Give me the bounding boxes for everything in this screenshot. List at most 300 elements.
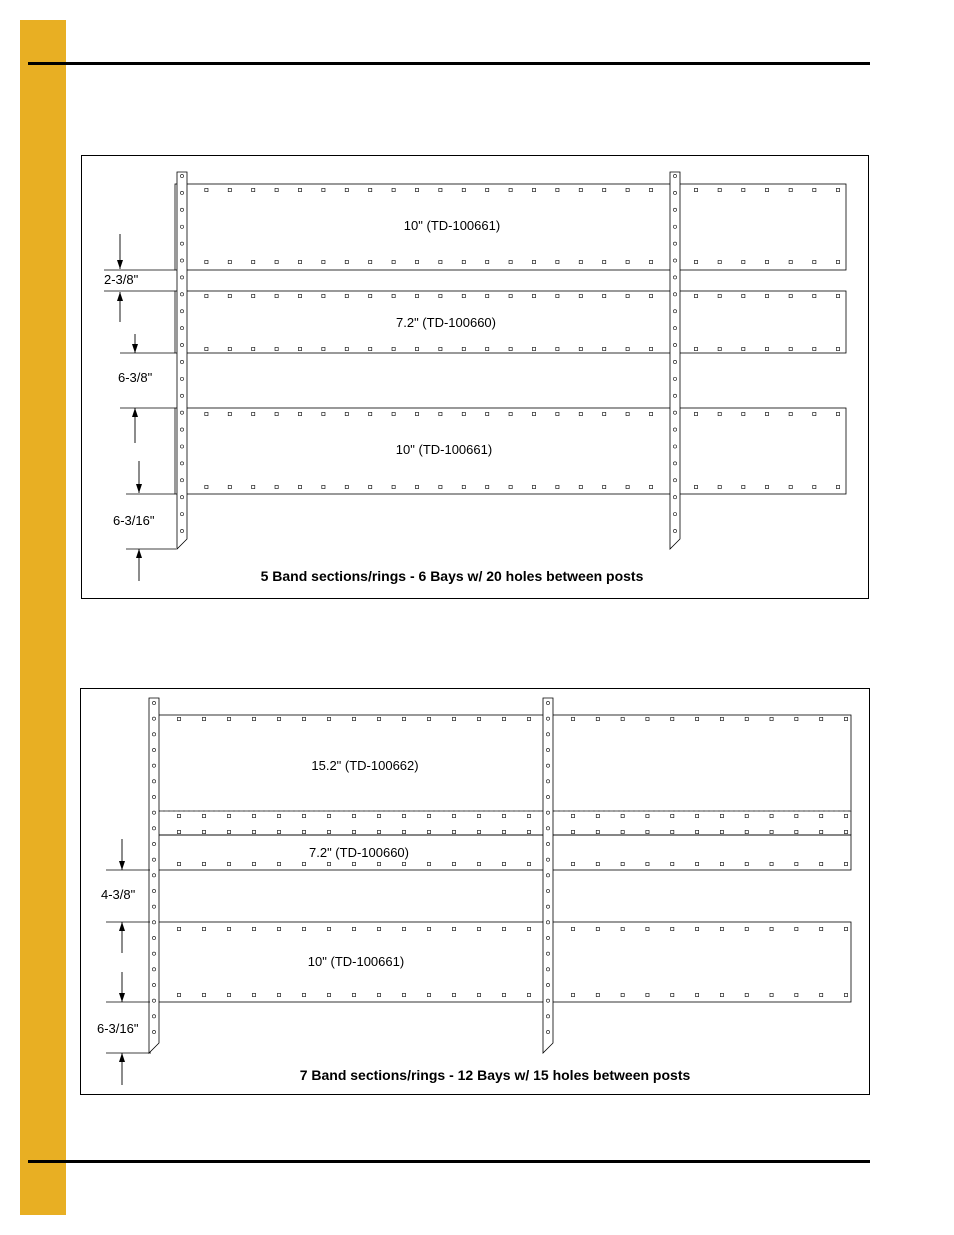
- band-hole: [649, 294, 652, 297]
- band-hole: [352, 927, 355, 930]
- band-hole: [795, 993, 798, 996]
- dimension-label-1: 4-3/8": [101, 887, 136, 902]
- band-hole: [486, 260, 489, 263]
- band-hole: [298, 260, 301, 263]
- band-hole: [765, 485, 768, 488]
- band-hole: [327, 717, 330, 720]
- band-hole: [836, 412, 839, 415]
- band-hole: [789, 260, 792, 263]
- band-hole: [695, 830, 698, 833]
- band-hole: [596, 717, 599, 720]
- band-hole: [603, 260, 606, 263]
- band-hole: [322, 485, 325, 488]
- band-hole: [227, 927, 230, 930]
- band-hole: [202, 830, 205, 833]
- band-hole: [502, 814, 505, 817]
- band-hole: [646, 830, 649, 833]
- band-hole: [502, 993, 505, 996]
- band-hole: [377, 814, 380, 817]
- band-hole: [556, 260, 559, 263]
- band-hole: [596, 862, 599, 865]
- band-section: [175, 408, 846, 494]
- band-hole: [844, 814, 847, 817]
- band-hole: [770, 717, 773, 720]
- dimension-arrow-head: [132, 408, 138, 417]
- band-hole: [427, 993, 430, 996]
- band-hole: [252, 412, 255, 415]
- band-label-top: 10" (TD-100661): [403, 218, 501, 233]
- band-hole: [509, 294, 512, 297]
- band-hole: [477, 717, 480, 720]
- band-hole: [596, 814, 599, 817]
- band-hole: [646, 814, 649, 817]
- band-hole: [252, 927, 255, 930]
- band-hole: [603, 347, 606, 350]
- dimension-arrow-head: [119, 1053, 125, 1062]
- band-hole: [177, 830, 180, 833]
- dimension-arrow-head: [136, 484, 142, 493]
- band-hole: [345, 412, 348, 415]
- band-hole: [277, 862, 280, 865]
- band-hole: [820, 830, 823, 833]
- band-hole: [527, 830, 530, 833]
- band-hole: [427, 862, 430, 865]
- band-hole: [205, 485, 208, 488]
- band-hole: [621, 862, 624, 865]
- band-hole: [228, 412, 231, 415]
- band-hole: [795, 927, 798, 930]
- band-hole: [177, 814, 180, 817]
- band-hole: [820, 927, 823, 930]
- band-hole: [795, 717, 798, 720]
- band-hole: [298, 188, 301, 191]
- band-hole: [603, 412, 606, 415]
- vertical-post: [670, 172, 680, 549]
- band-hole: [621, 993, 624, 996]
- band-hole: [252, 993, 255, 996]
- band-hole: [527, 717, 530, 720]
- band-hole: [820, 993, 823, 996]
- band-hole: [252, 347, 255, 350]
- band-hole: [571, 993, 574, 996]
- band-hole: [836, 347, 839, 350]
- band-hole: [813, 412, 816, 415]
- band-hole: [477, 862, 480, 865]
- band-hole: [452, 814, 455, 817]
- band-hole: [302, 927, 305, 930]
- band-hole: [486, 412, 489, 415]
- band-hole: [452, 862, 455, 865]
- band-outline: [150, 715, 851, 811]
- band-label-middle: 7.2" (TD-100660): [309, 845, 409, 860]
- band-hole: [302, 993, 305, 996]
- band-hole: [532, 188, 535, 191]
- band-hole: [275, 485, 278, 488]
- band-hole: [527, 993, 530, 996]
- band-hole: [649, 260, 652, 263]
- band-hole: [527, 862, 530, 865]
- band-hole: [352, 830, 355, 833]
- band-hole: [844, 862, 847, 865]
- band-hole: [327, 927, 330, 930]
- band-hole: [477, 927, 480, 930]
- band-hole: [820, 717, 823, 720]
- band-hole: [571, 814, 574, 817]
- band-hole: [275, 260, 278, 263]
- band-hole: [571, 830, 574, 833]
- band-label-bottom: 10" (TD-100661): [395, 442, 493, 457]
- band-hole: [571, 717, 574, 720]
- band-hole: [377, 862, 380, 865]
- band-hole: [427, 927, 430, 930]
- band-hole: [227, 862, 230, 865]
- band-hole: [277, 830, 280, 833]
- band-hole: [345, 294, 348, 297]
- band-hole: [202, 993, 205, 996]
- band-section: [150, 715, 851, 811]
- band-hole: [402, 993, 405, 996]
- band-hole: [596, 993, 599, 996]
- post-outline: [149, 698, 159, 1053]
- band-hole: [369, 485, 372, 488]
- band-hole: [502, 717, 505, 720]
- band-hole: [227, 717, 230, 720]
- band-hole: [322, 188, 325, 191]
- band-hole: [302, 717, 305, 720]
- band-hole: [369, 188, 372, 191]
- band-hole: [694, 347, 697, 350]
- diagram-caption: 5 Band sections/rings - 6 Bays w/ 20 holes between posts: [260, 568, 644, 584]
- band-hole: [415, 485, 418, 488]
- band-hole: [502, 830, 505, 833]
- band-hole: [177, 717, 180, 720]
- band-hole: [649, 188, 652, 191]
- band-hole: [596, 830, 599, 833]
- band-hole: [377, 830, 380, 833]
- band-hole: [439, 485, 442, 488]
- band-hole: [427, 717, 430, 720]
- band-hole: [205, 260, 208, 263]
- band-hole: [205, 188, 208, 191]
- band-hole: [427, 830, 430, 833]
- band-hole: [579, 347, 582, 350]
- band-hole: [462, 412, 465, 415]
- band-hole: [765, 188, 768, 191]
- band-hole: [486, 485, 489, 488]
- band-hole: [509, 260, 512, 263]
- band-hole: [720, 862, 723, 865]
- band-hole: [718, 347, 721, 350]
- band-hole: [795, 814, 798, 817]
- band-hole: [626, 294, 629, 297]
- band-hole: [621, 927, 624, 930]
- band-hole: [836, 260, 839, 263]
- band-hole: [298, 485, 301, 488]
- band-hole: [695, 717, 698, 720]
- band-hole: [228, 347, 231, 350]
- band-hole: [302, 814, 305, 817]
- band-hole: [770, 830, 773, 833]
- band-hole: [671, 814, 674, 817]
- band-hole: [836, 294, 839, 297]
- band-hole: [571, 862, 574, 865]
- band-hole: [745, 862, 748, 865]
- band-hole: [844, 830, 847, 833]
- band-hole: [228, 294, 231, 297]
- band-hole: [252, 485, 255, 488]
- band-hole: [813, 294, 816, 297]
- band-hole: [415, 412, 418, 415]
- band-hole: [298, 412, 301, 415]
- band-hole: [327, 814, 330, 817]
- band-outline: [175, 408, 846, 494]
- band-hole: [298, 294, 301, 297]
- band-hole: [439, 294, 442, 297]
- diagram-caption: 7 Band sections/rings - 12 Bays w/ 15 holes between posts: [299, 1067, 691, 1083]
- band-hole: [836, 485, 839, 488]
- band-hole: [556, 485, 559, 488]
- band-hole: [820, 814, 823, 817]
- band-hole: [742, 485, 745, 488]
- band-hole: [765, 412, 768, 415]
- band-hole: [202, 717, 205, 720]
- band-hole: [813, 188, 816, 191]
- band-hole: [322, 347, 325, 350]
- band-hole: [369, 260, 372, 263]
- band-hole: [402, 927, 405, 930]
- band-hole: [720, 717, 723, 720]
- band-hole: [327, 993, 330, 996]
- band-hole: [579, 485, 582, 488]
- band-hole: [302, 830, 305, 833]
- band-hole: [718, 188, 721, 191]
- band-hole: [527, 814, 530, 817]
- footer-rule: [28, 1160, 870, 1163]
- dimension-arrow-head: [119, 922, 125, 931]
- band-outline: [175, 291, 846, 353]
- vertical-post: [149, 698, 159, 1053]
- band-hole: [509, 412, 512, 415]
- band-hole: [277, 717, 280, 720]
- band-hole: [646, 717, 649, 720]
- band-hole: [205, 294, 208, 297]
- band-hole: [695, 862, 698, 865]
- diagram-7-band-drawing: [81, 689, 871, 1096]
- header-rule: [28, 62, 870, 65]
- band-hole: [770, 814, 773, 817]
- band-hole: [694, 188, 697, 191]
- band-hole: [277, 814, 280, 817]
- band-hole: [720, 830, 723, 833]
- band-hole: [439, 260, 442, 263]
- band-hole: [789, 347, 792, 350]
- band-hole: [462, 294, 465, 297]
- band-label-top: 15.2" (TD-100662): [311, 758, 419, 773]
- band-hole: [695, 814, 698, 817]
- band-hole: [427, 814, 430, 817]
- band-hole: [579, 294, 582, 297]
- band-hole: [789, 412, 792, 415]
- band-hole: [626, 485, 629, 488]
- band-hole: [227, 814, 230, 817]
- band-hole: [402, 862, 405, 865]
- band-hole: [844, 927, 847, 930]
- diagram-5-band-marks: [104, 172, 846, 581]
- diagram-5-band: [81, 155, 869, 599]
- band-hole: [277, 927, 280, 930]
- band-label-middle: 7.2" (TD-100660): [396, 315, 496, 330]
- band-hole: [836, 188, 839, 191]
- band-hole: [671, 993, 674, 996]
- band-hole: [228, 188, 231, 191]
- band-hole: [252, 260, 255, 263]
- band-hole: [415, 294, 418, 297]
- band-hole: [345, 188, 348, 191]
- band-hole: [770, 862, 773, 865]
- band-hole: [742, 260, 745, 263]
- band-hole: [745, 814, 748, 817]
- band-hole: [626, 347, 629, 350]
- dimension-label-2: 6-3/16": [97, 1021, 139, 1036]
- band-hole: [252, 188, 255, 191]
- dimension-arrow-head: [119, 861, 125, 870]
- band-hole: [509, 188, 512, 191]
- band-hole: [205, 347, 208, 350]
- band-label-bottom: 10" (TD-100661): [307, 954, 405, 969]
- band-hole: [462, 188, 465, 191]
- band-hole: [298, 347, 301, 350]
- band-hole: [415, 260, 418, 263]
- band-hole: [694, 260, 697, 263]
- band-hole: [742, 347, 745, 350]
- dimension-arrow-head: [132, 344, 138, 353]
- band-hole: [402, 717, 405, 720]
- band-hole: [177, 862, 180, 865]
- band-hole: [532, 485, 535, 488]
- band-hole: [596, 927, 599, 930]
- band-hole: [345, 347, 348, 350]
- band-hole: [275, 347, 278, 350]
- band-hole: [462, 485, 465, 488]
- band-hole: [718, 294, 721, 297]
- band-hole: [718, 412, 721, 415]
- band-hole: [649, 412, 652, 415]
- band-hole: [377, 993, 380, 996]
- band-hole: [621, 830, 624, 833]
- diagram-7-band-marks: [106, 698, 851, 1085]
- band-hole: [718, 485, 721, 488]
- band-hole: [369, 347, 372, 350]
- band-hole: [402, 814, 405, 817]
- band-hole: [603, 485, 606, 488]
- band-hole: [252, 814, 255, 817]
- band-hole: [844, 993, 847, 996]
- dimension-label-1: 2-3/8": [104, 272, 139, 287]
- vertical-post: [543, 698, 553, 1053]
- band-hole: [415, 188, 418, 191]
- band-hole: [392, 294, 395, 297]
- band-hole: [345, 485, 348, 488]
- band-hole: [452, 993, 455, 996]
- band-hole: [228, 485, 231, 488]
- band-hole: [770, 927, 773, 930]
- sidebar-accent-bar: [20, 20, 66, 1215]
- band-hole: [579, 260, 582, 263]
- band-hole: [462, 260, 465, 263]
- band-hole: [202, 927, 205, 930]
- band-hole: [671, 862, 674, 865]
- band-hole: [486, 347, 489, 350]
- band-hole: [227, 993, 230, 996]
- band-outline: [150, 835, 851, 870]
- band-hole: [302, 862, 305, 865]
- band-hole: [252, 830, 255, 833]
- dimension-arrow-head: [117, 292, 123, 301]
- dimension-arrow-head: [119, 993, 125, 1002]
- diagram-5-band-drawing: [82, 156, 870, 600]
- band-hole: [571, 927, 574, 930]
- band-hole: [718, 260, 721, 263]
- band-hole: [345, 260, 348, 263]
- band-hole: [795, 830, 798, 833]
- band-hole: [694, 412, 697, 415]
- band-hole: [228, 260, 231, 263]
- band-hole: [352, 993, 355, 996]
- band-hole: [813, 260, 816, 263]
- band-hole: [462, 347, 465, 350]
- band-hole: [765, 347, 768, 350]
- band-hole: [477, 814, 480, 817]
- band-hole: [745, 717, 748, 720]
- band-hole: [813, 347, 816, 350]
- band-hole: [745, 927, 748, 930]
- band-section: [150, 835, 851, 870]
- band-hole: [377, 927, 380, 930]
- band-hole: [770, 993, 773, 996]
- band-hole: [322, 412, 325, 415]
- band-hole: [532, 294, 535, 297]
- band-hole: [646, 993, 649, 996]
- band-hole: [745, 830, 748, 833]
- band-hole: [556, 188, 559, 191]
- band-hole: [177, 927, 180, 930]
- band-hole: [765, 260, 768, 263]
- band-hole: [789, 188, 792, 191]
- band-section: [150, 922, 851, 1002]
- band-hole: [477, 993, 480, 996]
- dimension-label-2: 6-3/8": [118, 370, 153, 385]
- band-hole: [720, 927, 723, 930]
- band-hole: [177, 993, 180, 996]
- band-hole: [477, 830, 480, 833]
- band-hole: [439, 412, 442, 415]
- band-hole: [439, 188, 442, 191]
- band-outline: [150, 922, 851, 1002]
- band-hole: [579, 188, 582, 191]
- band-hole: [720, 993, 723, 996]
- band-hole: [509, 347, 512, 350]
- dimension-arrow-head: [117, 260, 123, 269]
- band-hole: [695, 927, 698, 930]
- post-outline: [543, 698, 553, 1053]
- band-hole: [227, 830, 230, 833]
- band-hole: [556, 347, 559, 350]
- band-hole: [377, 717, 380, 720]
- band-hole: [646, 927, 649, 930]
- band-hole: [252, 294, 255, 297]
- band-hole: [742, 294, 745, 297]
- band-hole: [277, 993, 280, 996]
